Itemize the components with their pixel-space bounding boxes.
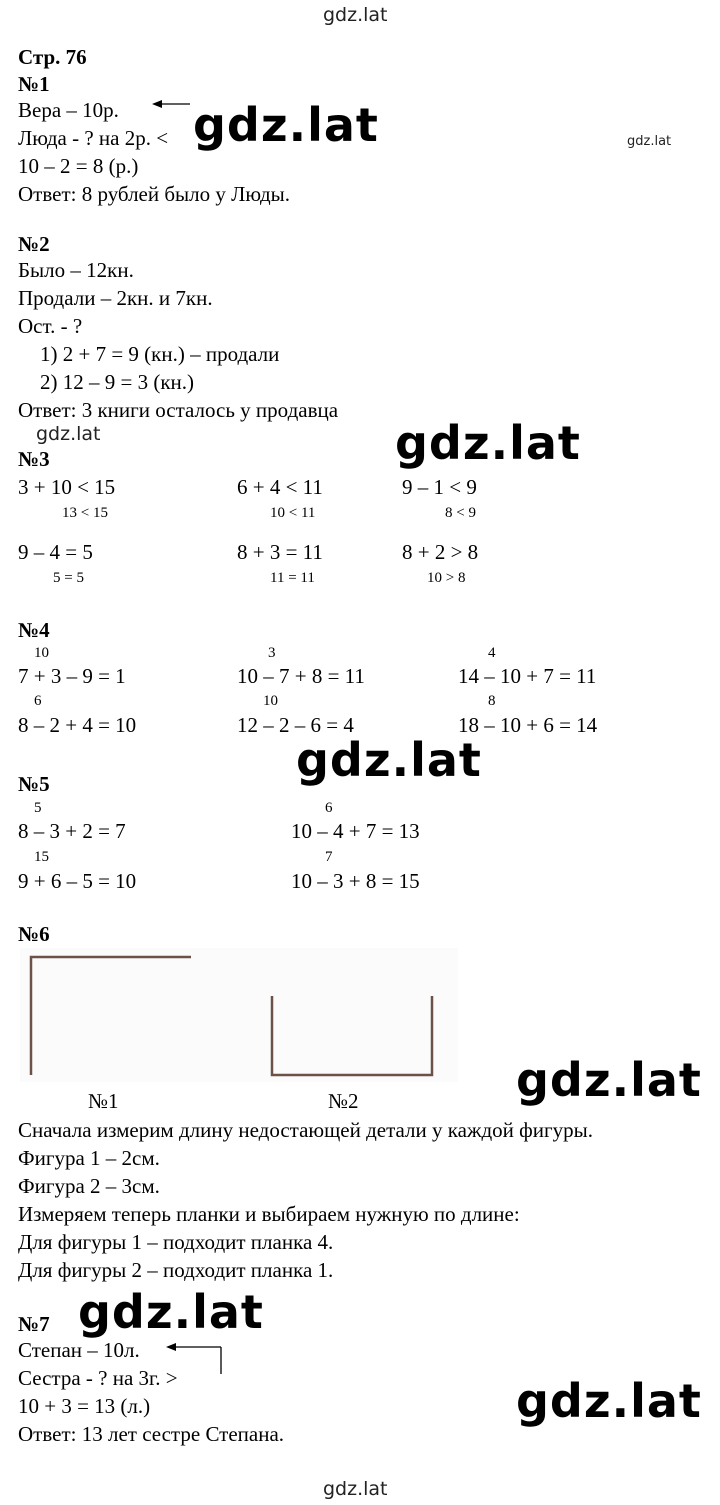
task1-line2: Люда - ? на 2р. <: [18, 126, 169, 150]
watermark-big: gdz.lat: [516, 1053, 702, 1107]
task4-expr: 18 – 10 + 6 = 14: [458, 713, 598, 737]
task5-note: 6: [325, 800, 333, 816]
task7-answer: Ответ: 13 лет сестре Степана.: [18, 1422, 285, 1446]
task7-line2: Сестра - ? на 3г. >: [18, 1366, 178, 1390]
task4-note: 10: [34, 645, 49, 661]
watermark-small: gdz.lat: [36, 423, 101, 445]
task6-heading: №6: [18, 922, 50, 946]
watermark-big: gdz.lat: [516, 1374, 702, 1428]
watermark-big: gdz.lat: [296, 733, 482, 787]
task2-heading: №2: [18, 232, 50, 256]
figure-background: [20, 948, 458, 1082]
task3-expr: 9 – 4 = 5: [18, 540, 93, 564]
watermark-bottom: gdz.lat: [323, 1478, 388, 1500]
watermark-big: gdz.lat: [193, 98, 379, 152]
task3-expr: 6 + 4 < 11: [237, 475, 323, 499]
task2-line3: Ост. - ?: [18, 314, 83, 338]
task4-note: 6: [34, 693, 42, 709]
task3-result: 11 = 11: [270, 570, 315, 586]
task3-result: 10 > 8: [427, 570, 466, 586]
task7-line3: 10 + 3 = 13 (л.): [18, 1394, 151, 1418]
task3-result: 8 < 9: [445, 505, 476, 521]
task4-expr: 8 – 2 + 4 = 10: [18, 713, 137, 737]
task4-heading: №4: [18, 618, 50, 642]
task7-line1: Степан – 10л.: [18, 1338, 140, 1362]
task3-expr: 8 + 3 = 11: [237, 540, 323, 564]
task4-expr: 12 – 2 – 6 = 4: [237, 713, 354, 737]
task3-expr: 3 + 10 < 15: [18, 475, 116, 499]
task7-heading: №7: [18, 1312, 50, 1336]
task1-heading: №1: [18, 72, 50, 96]
task5-heading: №5: [18, 772, 50, 796]
task5-note: 7: [325, 849, 333, 865]
task6-line4: Измеряем теперь планки и выбираем нужную по длине:: [18, 1202, 520, 1226]
watermark-big: gdz.lat: [78, 1285, 264, 1339]
task2-line2: Продали – 2кн. и 7кн.: [18, 286, 213, 310]
task2-line1: Было – 12кн.: [18, 258, 134, 282]
task6-line3: Фигура 2 – 3см.: [18, 1174, 160, 1198]
task3-result: 5 = 5: [53, 570, 84, 586]
task5-expr: 10 – 4 + 7 = 13: [291, 819, 420, 843]
task2-step2: 2) 12 – 9 = 3 (кн.): [40, 370, 195, 394]
task6-line1: Сначала измерим длину недостающей детали у каждой фигуры.: [18, 1118, 593, 1142]
figure1-label: №1: [88, 1089, 119, 1113]
task4-note: 8: [488, 693, 496, 709]
task5-note: 5: [34, 800, 42, 816]
task4-note: 4: [488, 645, 496, 661]
page-title: Стр. 76: [18, 45, 87, 69]
task4-expr: 10 – 7 + 8 = 11: [237, 664, 365, 688]
arrow-head: [152, 100, 162, 108]
task6-line6: Для фигуры 2 – подходит планка 1.: [18, 1258, 334, 1282]
task5-expr: 9 + 6 – 5 = 10: [18, 869, 137, 893]
task4-expr: 14 – 10 + 7 = 11: [458, 664, 597, 688]
task4-note: 3: [268, 645, 276, 661]
task2-step1: 1) 2 + 7 = 9 (кн.) – продали: [40, 342, 280, 366]
task6-line5: Для фигуры 1 – подходит планка 4.: [18, 1230, 334, 1254]
watermark-big: gdz.lat: [395, 416, 581, 470]
task1-line1: Вера – 10р.: [18, 98, 119, 122]
task5-expr: 10 – 3 + 8 = 15: [291, 869, 420, 893]
task3-result: 13 < 15: [62, 505, 108, 521]
task2-answer: Ответ: 3 книги осталось у продавца: [18, 398, 339, 422]
task3-heading: №3: [18, 447, 50, 471]
task3-expr: 8 + 2 > 8: [402, 540, 479, 564]
task5-note: 15: [34, 849, 49, 865]
task1-answer: Ответ: 8 рублей было у Люды.: [18, 182, 291, 206]
task3-expr: 9 – 1 < 9: [402, 475, 477, 499]
watermark-small: gdz.lat: [627, 134, 672, 149]
task6-line2: Фигура 1 – 2см.: [18, 1146, 160, 1170]
task4-note: 10: [263, 693, 278, 709]
task5-expr: 8 – 3 + 2 = 7: [18, 819, 126, 843]
arrow-head: [166, 1343, 176, 1351]
watermark-top: gdz.lat: [323, 4, 388, 26]
task3-result: 10 < 11: [270, 505, 316, 521]
task4-expr: 7 + 3 – 9 = 1: [18, 664, 126, 688]
figure2-label: №2: [328, 1089, 359, 1113]
task1-line3: 10 – 2 = 8 (р.): [18, 154, 139, 178]
